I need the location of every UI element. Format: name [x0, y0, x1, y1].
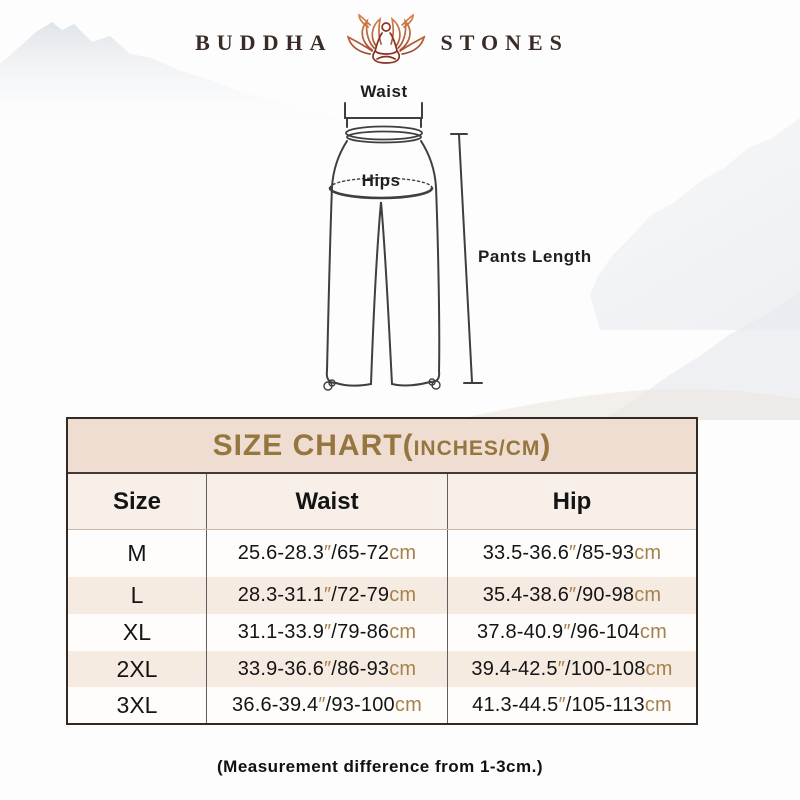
- inch-mark: ″: [324, 542, 332, 564]
- table-row: [68, 577, 696, 614]
- waist-measure-marks: [345, 103, 422, 127]
- size-value: 2XL: [68, 651, 207, 687]
- measurement-note: (Measurement difference from 1-3cm.): [217, 757, 543, 776]
- inch-mark: ″: [558, 693, 566, 716]
- size-value: M: [68, 530, 207, 577]
- cm-unit: cm: [389, 542, 417, 564]
- waist-label: Waist: [360, 82, 408, 101]
- pants-outline-drawing: [280, 78, 600, 408]
- hip-measurement: 35.4-38.6 ″ / 90-98 cm: [482, 584, 662, 606]
- column-header-row: [68, 474, 696, 530]
- table-row: [68, 614, 696, 651]
- inch-mark: ″: [563, 621, 571, 643]
- inch-mark: ″: [324, 621, 332, 643]
- column-header-waist: Waist: [207, 474, 448, 529]
- hip-measurement: 41.3-44.5 ″ / 105-113 cm: [472, 693, 672, 716]
- cm-unit: cm: [389, 621, 417, 643]
- cm-unit: cm: [389, 657, 417, 680]
- title-close: ): [540, 429, 552, 462]
- cm-unit: cm: [644, 693, 672, 716]
- table-row: [68, 651, 696, 687]
- cm-unit: cm: [394, 693, 422, 716]
- brand-logo: [195, 14, 569, 72]
- hip-measurement: 37.8-40.9 ″ / 96-104 cm: [477, 621, 667, 643]
- size-chart-table: [66, 417, 698, 725]
- size-value: 3XL: [68, 687, 207, 723]
- column-header-hip: Hip: [552, 487, 592, 515]
- brand-word-right: STONES: [440, 30, 569, 55]
- waistband: [346, 127, 422, 143]
- inch-mark: ″: [324, 657, 332, 680]
- brand-word-left: BUDDHA: [195, 30, 333, 55]
- size-chart-title: [68, 419, 696, 474]
- lotus-meditation-icon: [346, 14, 426, 72]
- inch-mark: ″: [318, 693, 326, 716]
- hip-measurement: 33.5-36.6 ″ / 85-93 cm: [482, 542, 662, 564]
- inch-mark: ″: [324, 584, 332, 606]
- size-value: L: [68, 577, 207, 614]
- title-main: SIZE CHART(: [212, 429, 414, 462]
- table-row: [68, 530, 696, 577]
- waist-measurement: 28.3-31.1 ″ / 72-79 cm: [207, 577, 448, 614]
- inch-mark: ″: [557, 657, 565, 680]
- column-header-size: Size: [68, 474, 207, 529]
- cm-unit: cm: [639, 621, 667, 643]
- waist-measurement: 31.1-33.9 ″ / 79-86 cm: [207, 614, 448, 651]
- cm-unit: cm: [645, 657, 673, 680]
- cm-unit: cm: [389, 584, 417, 606]
- waist-measurement: 36.6-39.4 ″ / 93-100 cm: [207, 687, 448, 723]
- title-units: INCHES/CM: [413, 437, 541, 460]
- pants-measurement-diagram: [280, 78, 600, 408]
- table-row: [68, 687, 696, 723]
- mountain-ridge-right-upper: [590, 118, 800, 330]
- pants-length-label: Pants Length: [478, 247, 592, 266]
- hip-measurement: 39.4-42.5 ″ / 100-108 cm: [471, 657, 673, 680]
- cm-unit: cm: [634, 542, 662, 564]
- cm-unit: cm: [634, 584, 662, 606]
- waist-measurement: 25.6-28.3 ″ / 65-72 cm: [207, 530, 448, 577]
- inch-mark: ″: [569, 542, 577, 564]
- size-value: XL: [68, 614, 207, 651]
- waist-measurement: 33.9-36.6 ″ / 86-93 cm: [207, 651, 448, 687]
- hips-label: Hips: [361, 171, 401, 190]
- inch-mark: ″: [569, 584, 577, 606]
